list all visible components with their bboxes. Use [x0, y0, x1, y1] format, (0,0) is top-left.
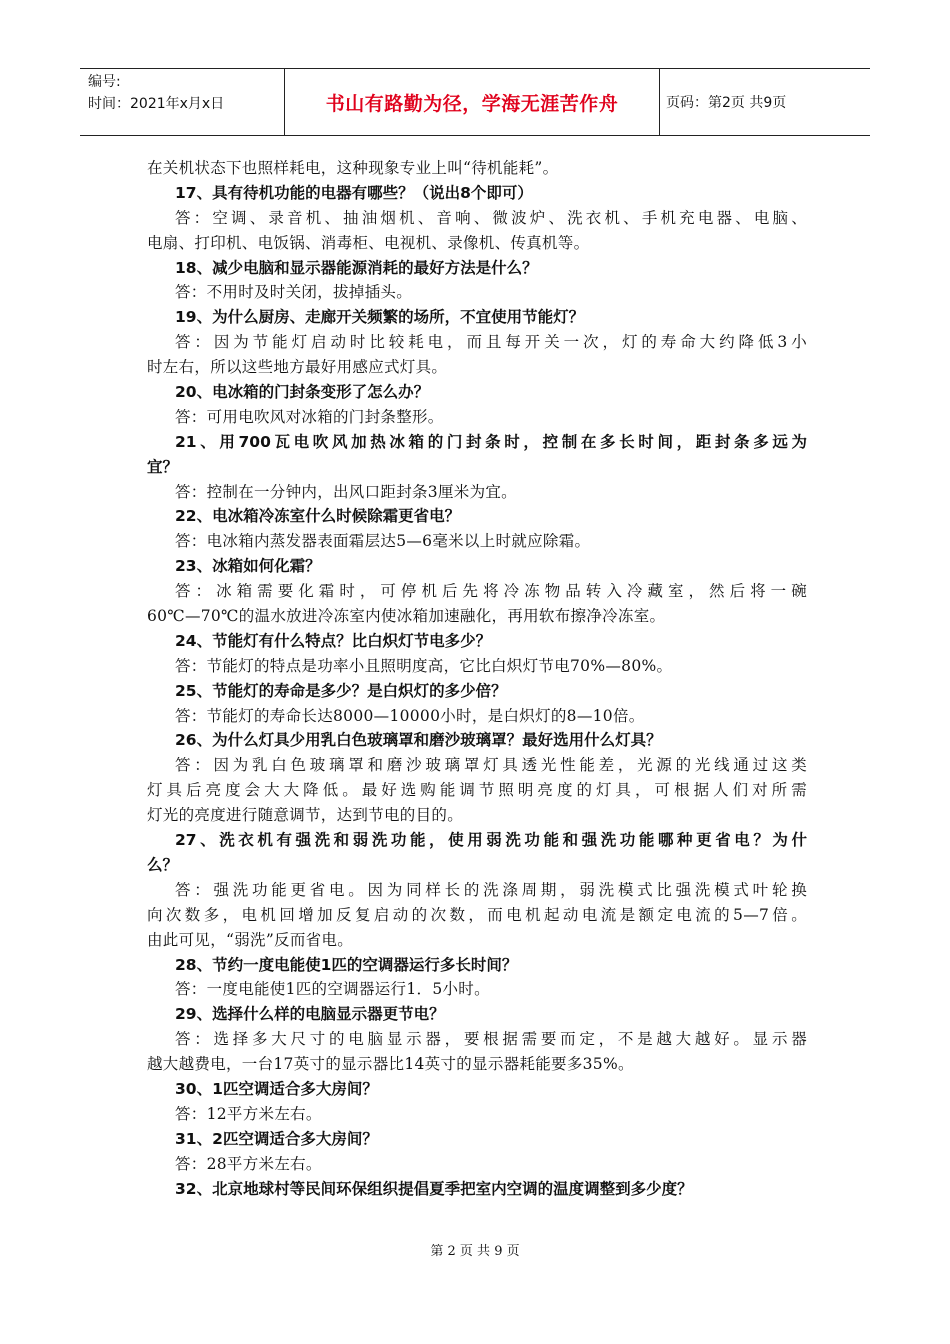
- question-line: 19、为什么厨房、走廊开关频繁的场所，不宜使用节能灯？: [175, 308, 585, 327]
- question-line: 23、冰箱如何化霜？: [175, 557, 321, 576]
- question-line: 宜？: [147, 457, 179, 476]
- question-line: 25、节能灯的寿命是多少？是白炽灯的多少倍？: [175, 681, 507, 700]
- answer-line: 答：选择多大尺寸的电脑显示器，要根据需要而定，不是越大越好。显示器: [175, 1030, 807, 1049]
- answer-line: 向次数多，电机回增加反复启动的次数，而电机起动电流是额定电流的5—7倍。: [147, 905, 807, 924]
- answer-line: 答：节能灯的特点是功率小且照明度高，它比白炽灯节电70%—80%。: [175, 656, 673, 675]
- answer-line: 答：控制在一分钟内，出风口距封条3厘米为宜。: [175, 482, 517, 501]
- answer-line: 灯光的亮度进行随意调节，达到节电的目的。: [147, 806, 464, 825]
- question-line: 21、用700瓦电吹风加热冰箱的门封条时，控制在多长时间，距封条多远为: [175, 432, 807, 451]
- header-meta: [80, 69, 285, 135]
- answer-line: 答：强洗功能更省电。因为同样长的洗涤周期，弱洗模式比强洗模式叶轮换: [175, 880, 807, 899]
- doc-number-label: 编号:: [88, 74, 121, 90]
- answer-line: 答：12平方米左右。: [175, 1104, 322, 1123]
- answer-line: 由此可见，“弱洗”反而省电。: [147, 930, 354, 949]
- question-line: 28、节约一度电能使1匹的空调器运行多长时间？: [175, 955, 518, 974]
- question-line: 27、洗衣机有强洗和弱洗功能，使用弱洗功能和强洗功能哪种更省电？为什: [175, 831, 807, 850]
- answer-line: 答：空调、录音机、抽油烟机、音响、微波炉、洗衣机、手机充电器、电脑、: [175, 208, 807, 227]
- answer-line: 答：可用电吹风对冰箱的门封条整形。: [175, 407, 444, 426]
- answer-line: 答：节能灯的寿命长达8000—10000小时，是白炽灯的8—10倍。: [175, 706, 645, 725]
- answer-line: 60℃—70℃的温水放进冷冻室内使冰箱加速融化，再用软布擦净冷冻室。: [147, 607, 666, 626]
- header-page-info: 页码：第2页 共9页: [666, 95, 787, 111]
- question-line: 22、电冰箱冷冻室什么时候除霜更省电？: [175, 507, 461, 526]
- answer-line: 时左右，所以这些地方最好用感应式灯具。: [147, 358, 448, 377]
- question-line: 17、具有待机功能的电器有哪些？（说出8个即可）: [175, 183, 533, 202]
- answer-line: 答：不用时及时关闭，拔掉插头。: [175, 283, 413, 302]
- answer-line: 电扇、打印机、电饭锅、消毒柜、电视机、录像机、传真机等。: [147, 233, 590, 252]
- question-line: 20、电冰箱的门封条变形了怎么办？: [175, 383, 430, 402]
- page-footer: 第 2 页 共 9 页: [430, 1244, 520, 1259]
- question-line: 30、1匹空调适合多大房间？: [175, 1079, 378, 1098]
- document-body: [147, 156, 807, 1201]
- page-header: [80, 68, 870, 136]
- question-line: 32、北京地球村等民间环保组织提倡夏季把室内空调的温度调整到多少度？: [175, 1179, 693, 1198]
- question-line: 么？: [147, 855, 179, 874]
- answer-line: 答：冰箱需要化霜时，可停机后先将冷冻物品转入冷藏室，然后将一碗: [175, 582, 807, 601]
- header-motto: 书山有路勤为径，学海无涯苦作舟: [285, 69, 660, 135]
- question-line: 26、为什么灯具少用乳白色玻璃罩和磨沙玻璃罩？最好选用什么灯具？: [175, 731, 662, 750]
- answer-line: 答：一度电能使1匹的空调器运行1．5小时。: [175, 980, 490, 999]
- answer-line: 答：因为乳白色玻璃罩和磨沙玻璃罩灯具透光性能差，光源的光线通过这类: [175, 756, 807, 775]
- answer-line: 灯具后亮度会大大降低。最好选购能调节照明亮度的灯具，可根据人们对所需: [147, 781, 807, 800]
- answer-line: 在关机状态下也照样耗电，这种现象专业上叫“待机能耗”。: [147, 159, 559, 177]
- answer-line: 答：因为节能灯启动时比较耗电，而且每开关一次，灯的寿命大约降低3小: [175, 333, 807, 352]
- answer-line: 越大越费电，一台17英寸的显示器比14英寸的显示器耗能要多35%。: [147, 1055, 634, 1074]
- doc-date: 时间：2021年x月x日: [88, 96, 225, 112]
- question-line: 24、节能灯有什么特点？比白炽灯节电多少？: [175, 631, 492, 650]
- question-line: 18、减少电脑和显示器能源消耗的最好方法是什么？: [175, 258, 538, 277]
- answer-line: 答：28平方米左右。: [175, 1154, 322, 1173]
- question-line: 29、选择什么样的电脑显示器更节电？: [175, 1005, 445, 1024]
- answer-line: 答：电冰箱内蒸发器表面霜层达5—6毫米以上时就应除霜。: [175, 532, 591, 551]
- question-line: 31、2匹空调适合多大房间？: [175, 1129, 378, 1148]
